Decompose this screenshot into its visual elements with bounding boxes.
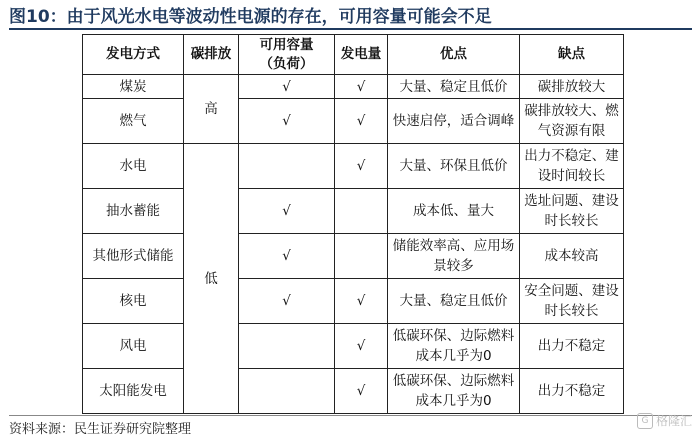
cell-cons: 碳排放较大 — [520, 75, 624, 99]
table-row — [83, 324, 624, 369]
cell-type: 核电 — [83, 279, 184, 324]
cell-type: 抽水蓄能 — [83, 189, 184, 234]
header-generation: 发电量 — [335, 35, 388, 75]
cell-cons: 碳排放较大、燃气资源有限 — [520, 99, 624, 144]
header-power-type: 发电方式 — [83, 35, 184, 75]
header-capacity: 可用容量 （负荷） — [239, 35, 335, 75]
table-row — [83, 369, 624, 414]
cell-carbon-group-high: 高 — [184, 75, 239, 144]
cell-type: 其他形式储能 — [83, 234, 184, 279]
table-row — [83, 279, 624, 324]
cell-capacity: √ — [239, 279, 335, 324]
cell-cons: 选址问题、建设时长较长 — [520, 189, 624, 234]
cell-capacity: √ — [239, 99, 335, 144]
cell-generation: √ — [335, 324, 388, 369]
cell-cons: 安全问题、建设时长较长 — [520, 279, 624, 324]
cell-generation: √ — [335, 279, 388, 324]
power-source-table — [82, 34, 624, 414]
cell-pros: 低碳环保、边际燃料成本几乎为0 — [388, 324, 520, 369]
source-divider — [9, 415, 692, 416]
table-header-row — [83, 35, 624, 75]
source-note: 资料来源：民生证券研究院整理 — [9, 422, 192, 437]
cell-pros: 低碳环保、边际燃料成本几乎为0 — [388, 369, 520, 414]
watermark-text: 格隆汇 — [655, 414, 692, 428]
cell-generation: √ — [335, 369, 388, 414]
cell-cons: 成本较高 — [520, 234, 624, 279]
cell-capacity: √ — [239, 75, 335, 99]
watermark — [637, 412, 692, 429]
cell-pros: 成本低、量大 — [388, 189, 520, 234]
cell-cons: 出力不稳定、建设时间较长 — [520, 144, 624, 189]
cell-capacity — [239, 369, 335, 414]
cell-generation: √ — [335, 99, 388, 144]
cell-generation — [335, 234, 388, 279]
table-row — [83, 75, 624, 99]
cell-pros: 大量、环保且低价 — [388, 144, 520, 189]
header-cons: 缺点 — [520, 35, 624, 75]
cell-type: 煤炭 — [83, 75, 184, 99]
cell-cons: 出力不稳定 — [520, 324, 624, 369]
cell-pros: 快速启停，适合调峰 — [388, 99, 520, 144]
cell-type: 燃气 — [83, 99, 184, 144]
table-row — [83, 99, 624, 144]
header-carbon: 碳排放 — [184, 35, 239, 75]
cell-type: 风电 — [83, 324, 184, 369]
cell-pros: 储能效率高、应用场景较多 — [388, 234, 520, 279]
cell-pros: 大量、稳定且低价 — [388, 279, 520, 324]
table-row — [83, 234, 624, 279]
table-row — [83, 144, 624, 189]
cell-cons: 出力不稳定 — [520, 369, 624, 414]
cell-generation — [335, 189, 388, 234]
cell-generation: √ — [335, 75, 388, 99]
glh-logo-icon: G — [637, 413, 653, 429]
table-row — [83, 189, 624, 234]
cell-generation: √ — [335, 144, 388, 189]
cell-type: 太阳能发电 — [83, 369, 184, 414]
cell-capacity: √ — [239, 189, 335, 234]
cell-capacity — [239, 144, 335, 189]
cell-type: 水电 — [83, 144, 184, 189]
cell-carbon-group-low: 低 — [184, 144, 239, 414]
cell-pros: 大量、稳定且低价 — [388, 75, 520, 99]
cell-capacity — [239, 324, 335, 369]
cell-capacity: √ — [239, 234, 335, 279]
title-divider — [9, 28, 692, 30]
header-pros: 优点 — [388, 35, 520, 75]
figure-title: 图10：由于风光水电等波动性电源的存在，可用容量可能会不足 — [9, 7, 492, 27]
